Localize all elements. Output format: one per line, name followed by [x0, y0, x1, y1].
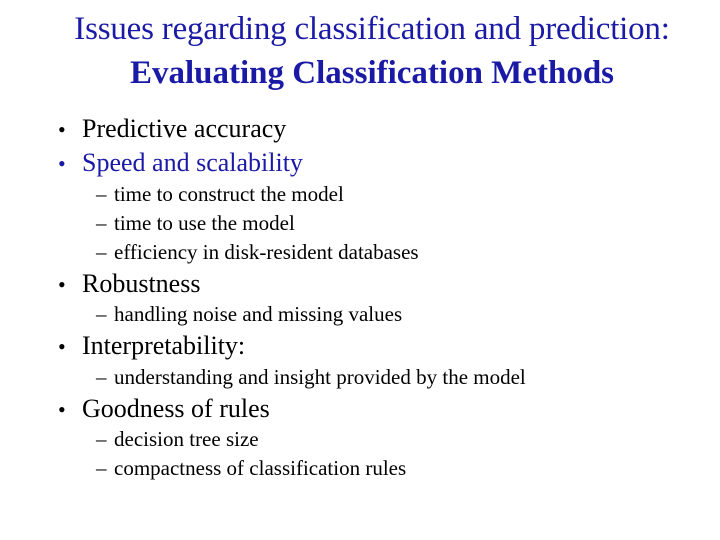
bullet-text: Goodness of rules: [82, 394, 270, 423]
bullet-item: [58, 114, 286, 145]
sub-item-text: time to use the model: [114, 211, 295, 235]
bullet-icon: •: [58, 397, 66, 422]
sub-item: [96, 210, 295, 236]
bullet-text: Interpretability:: [82, 331, 246, 360]
title-line-1: Issues regarding classification and prediction:: [74, 11, 670, 47]
bullet-icon: •: [58, 151, 66, 176]
bullet-icon: •: [58, 272, 66, 297]
sub-item: [96, 364, 526, 390]
bullet-item: [58, 269, 200, 300]
sub-item: [96, 301, 402, 327]
bullet-text: Speed and scalability: [82, 148, 303, 177]
bullet-item: [58, 148, 303, 179]
sub-item-text: efficiency in disk-resident databases: [114, 240, 419, 264]
bullet-icon: •: [58, 117, 66, 142]
dash-icon: –: [96, 302, 107, 326]
dash-icon: –: [96, 240, 107, 264]
title-line-2: Evaluating Classification Methods: [129, 55, 615, 91]
sub-item: [96, 181, 344, 207]
dash-icon: –: [96, 427, 107, 451]
dash-icon: –: [96, 211, 107, 235]
sub-item: [96, 239, 419, 265]
sub-item: [96, 426, 259, 452]
sub-item: [96, 455, 406, 481]
sub-item-text: understanding and insight provided by the model: [114, 365, 526, 389]
dash-icon: –: [96, 182, 107, 206]
bullet-item: [58, 331, 245, 362]
sub-item-text: handling noise and missing values: [114, 302, 403, 326]
bullet-icon: •: [58, 334, 66, 359]
bullet-item: [58, 394, 270, 425]
bullet-text: Robustness: [82, 269, 201, 298]
dash-icon: –: [96, 365, 107, 389]
dash-icon: –: [96, 456, 107, 480]
sub-item-text: time to construct the model: [114, 182, 344, 206]
sub-item-text: compactness of classification rules: [114, 456, 407, 480]
bullet-text: Predictive accuracy: [82, 114, 287, 143]
sub-item-text: decision tree size: [114, 427, 259, 451]
